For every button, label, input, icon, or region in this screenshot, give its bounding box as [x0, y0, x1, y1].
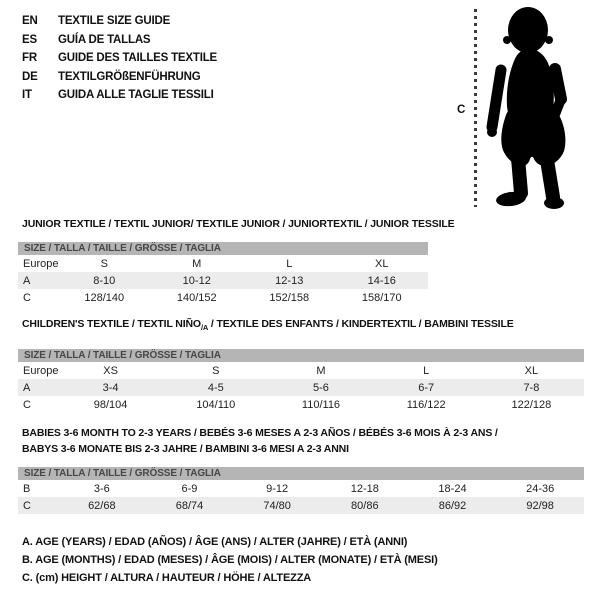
row-label: B [23, 482, 31, 495]
lang-code: EN [22, 15, 38, 27]
table-row [18, 497, 584, 514]
language-title-list [22, 12, 217, 105]
table-cell: XL [524, 364, 539, 377]
table-row [18, 379, 584, 396]
table-cell: S [100, 257, 108, 270]
row-label: A [23, 381, 31, 394]
table-cell: L [286, 257, 293, 270]
table-cell: 6-9 [181, 482, 198, 495]
junior-size-table [18, 242, 428, 306]
table-cell: 74/80 [263, 499, 291, 512]
lang-code: FR [22, 52, 37, 64]
junior-section-title: JUNIOR TEXTILE / TEXTIL JUNIOR/ TEXTILE JUNIOR / JUNIORTEXTIL / JUNIOR TESSILE [22, 218, 455, 230]
row-label: C [23, 291, 31, 304]
table-cell: 3-4 [102, 381, 119, 394]
table-cell: 24-36 [526, 482, 555, 495]
lang-code: IT [22, 89, 32, 101]
lang-row-fr [22, 49, 217, 68]
table-cell: L [423, 364, 430, 377]
table-cell: 12-13 [275, 274, 304, 287]
table-cell: 80/86 [351, 499, 379, 512]
size-header-bar: SIZE / TALLA / TAILLE / GRÖSSE / TAGLIA [18, 242, 428, 255]
row-label: C [23, 499, 31, 512]
table-row [18, 396, 584, 413]
row-label: A [23, 274, 31, 287]
table-cell: 86/92 [438, 499, 467, 512]
table-cell: XS [103, 364, 118, 377]
lang-title: TEXTILGRÖßENFÜHRUNG [58, 70, 201, 83]
table-cell: 6-7 [418, 381, 435, 394]
lang-title: TEXTILE SIZE GUIDE [58, 15, 171, 27]
lang-row-it [22, 86, 217, 105]
table-row [18, 480, 584, 497]
table-row [18, 255, 428, 272]
table-cell: XL [375, 257, 389, 270]
babies-title-line2: BABYS 3-6 MONATE BIS 2-3 JAHRE / BAMBINI 3-6 MESI A 2-3 ANNI [22, 442, 349, 455]
table-cell: 4-5 [207, 381, 224, 394]
table-cell: 98/104 [93, 398, 128, 411]
table-row [18, 362, 584, 379]
lang-row-es [22, 31, 217, 50]
lang-title: GUIDA ALLE TAGLIE TESSILI [58, 89, 214, 101]
legend-note-c: C. (cm) HEIGHT / ALTURA / HAUTEUR / HÖHE / ALTEZZA [22, 572, 312, 584]
legend-note-b: B. AGE (MONTHS) / EDAD (MESES) / ÂGE (MOIS) / ALTER (MONATE) / ETÀ (MESI) [22, 554, 438, 566]
children-size-table [18, 349, 584, 413]
table-cell: 104/110 [196, 398, 236, 411]
table-cell: M [316, 364, 326, 377]
size-header-bar: SIZE / TALLA / TAILLE / GRÖSSE / TAGLIA [18, 467, 584, 480]
table-cell: 9-12 [266, 482, 289, 495]
lang-title: GUÍA DE TALLAS [58, 33, 151, 46]
table-cell: 92/98 [526, 499, 554, 512]
table-cell: 140/152 [176, 291, 217, 304]
table-cell: 3-6 [93, 482, 110, 495]
table-cell: 158/170 [361, 291, 402, 304]
children-section-title [22, 318, 514, 332]
lang-row-de [22, 68, 217, 87]
children-title-sub: /A [200, 323, 209, 333]
measure-legend [22, 533, 438, 587]
legend-note-a: A. AGE (YEARS) / EDAD (AÑOS) / ÂGE (ANS) / ALTER (JAHRE) / ETÀ (ANNI) [22, 536, 408, 548]
table-cell: 7-8 [523, 381, 540, 394]
lang-code: ES [22, 33, 37, 46]
babies-title-line1: BABIES 3-6 MONTH TO 2-3 YEARS / BEBÉS 3-6 MESES A 2-3 AÑOS / BÉBÉS 3-6 MOIS À 2-3 ANS / [22, 427, 498, 439]
lang-title: GUIDE DES TAILLES TEXTILE [58, 52, 217, 64]
size-header-bar: SIZE / TALLA / TAILLE / GRÖSSE / TAGLIA [18, 349, 584, 362]
lang-row-en [22, 12, 217, 31]
table-cell: 10-12 [182, 274, 211, 287]
row-label: Europe [23, 364, 59, 377]
table-cell: 116/122 [406, 398, 446, 411]
table-cell: 18-24 [438, 482, 467, 495]
table-cell: 110/116 [301, 398, 341, 411]
baby-silhouette-image [484, 3, 594, 211]
babies-size-table [18, 467, 584, 514]
table-cell: 5-6 [313, 381, 329, 394]
table-cell: 122/128 [511, 398, 552, 411]
table-cell: 8-10 [93, 274, 116, 287]
row-label: C [23, 398, 31, 411]
table-cell: S [212, 364, 220, 377]
table-row [18, 289, 428, 306]
table-row [18, 272, 428, 289]
babies-section-title [22, 426, 562, 457]
children-title-post: / TEXTILE DES ENFANTS / KINDERTEXTIL / BAMBINI TESSILE [208, 318, 514, 330]
table-cell: 14-16 [367, 274, 396, 287]
table-cell: 68/74 [175, 499, 204, 512]
table-cell: 62/68 [88, 499, 116, 512]
row-label: Europe [23, 257, 59, 270]
lang-code: DE [22, 70, 38, 83]
table-cell: 152/158 [269, 291, 310, 304]
table-cell: M [192, 257, 202, 270]
table-cell: 12-18 [350, 482, 379, 495]
table-cell: 128/140 [84, 291, 125, 304]
height-measure-dotted-line [474, 9, 477, 207]
children-title-pre: CHILDREN'S TEXTILE / TEXTIL NIÑO [22, 318, 201, 330]
height-measure-label: C [457, 104, 466, 116]
